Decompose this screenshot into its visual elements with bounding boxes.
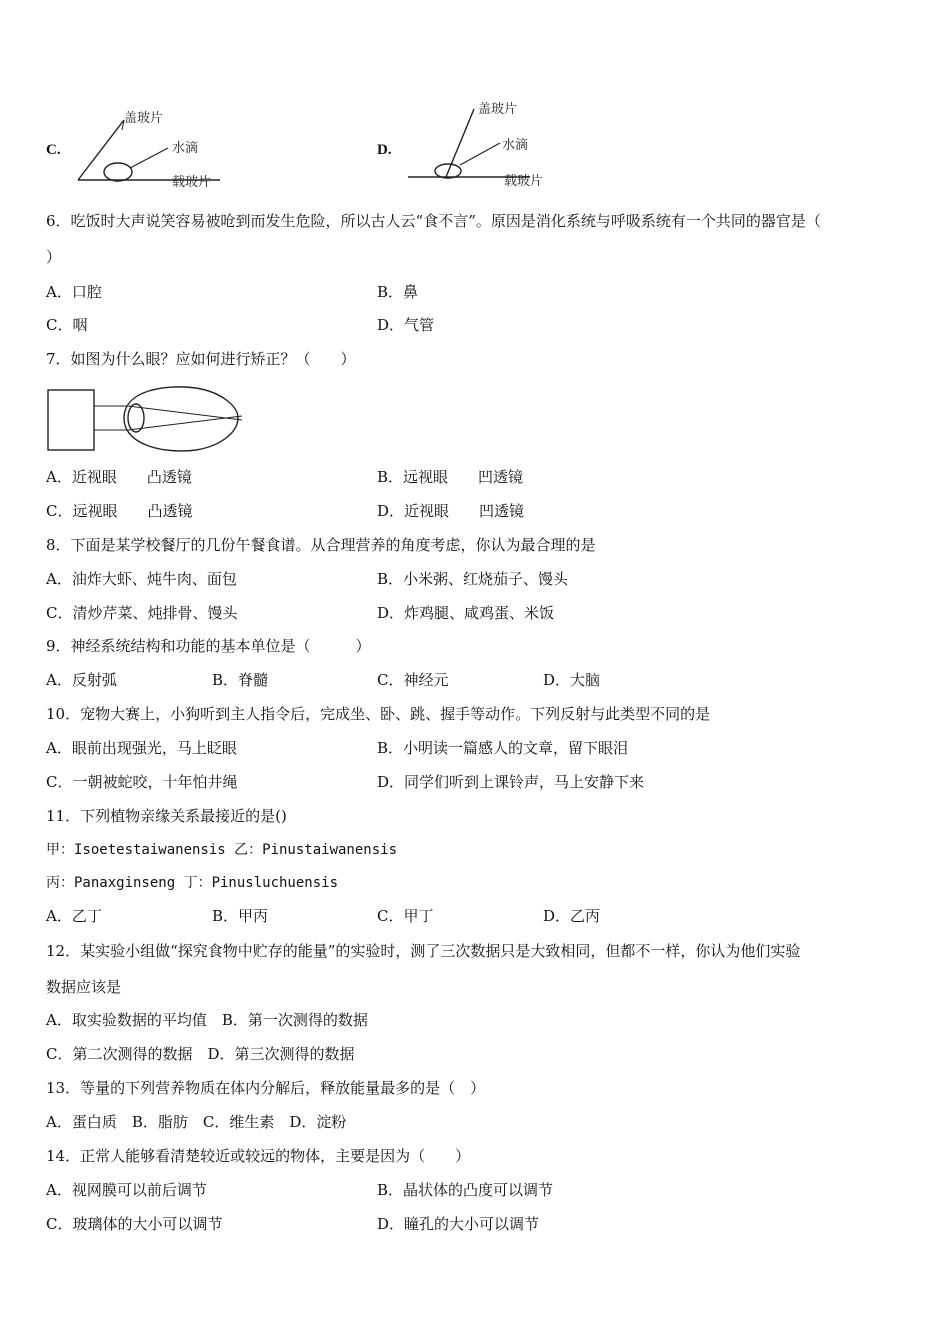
q10-stem: 10．宠物大赛上，小狗听到主人指令后，完成坐、卧、跳、握手等动作。下列反射与此类型不同的是 <box>46 705 711 723</box>
q6-option-a: A．口腔 <box>46 283 102 301</box>
q12-options-cd: C．第二次测得的数据 D．第三次测得的数据 <box>46 1045 355 1063</box>
q5-option-d-letter: D. <box>377 142 392 158</box>
q8-option-b: B．小米粥、红烧茄子、馒头 <box>377 570 569 588</box>
q11-option-c: C．甲丁 <box>377 907 434 925</box>
q12-options-ab: A．取实验数据的平均值 B．第一次测得的数据 <box>46 1011 368 1029</box>
q14-stem: 14．正常人能够看清楚较近或较远的物体，主要是因为（ ） <box>46 1147 471 1165</box>
q9-option-c: C．神经元 <box>377 671 449 689</box>
q5-d-slide-label: 载玻片 <box>504 174 544 189</box>
q8-stem: 8．下面是某学校餐厅的几份午餐食谱。从合理营养的角度考虑，你认为最合理的是 <box>46 536 596 554</box>
q5-option-c-letter: C. <box>46 142 61 158</box>
q14-option-d: D．瞳孔的大小可以调节 <box>377 1215 540 1233</box>
q8-option-a: A．油炸大虾、炖牛肉、面包 <box>46 570 237 588</box>
q5-d-cover-label: 盖玻片 <box>478 102 518 117</box>
q7-option-a: A．近视眼 凸透镜 <box>46 468 192 486</box>
q11-option-a: A．乙丁 <box>46 907 102 925</box>
q7-option-d: D．近视眼 凹透镜 <box>377 502 525 520</box>
q14-option-c: C．玻璃体的大小可以调节 <box>46 1215 223 1233</box>
q6-stem: 6．吃饭时大声说笑容易被呛到而发生危险，所以古人云“食不言”。原因是消化系统与呼吸系统有一个共同的器官是（ <box>46 212 821 230</box>
q5-figure-d <box>402 95 562 195</box>
q5-c-water-label: 水滴 <box>172 141 199 156</box>
q5-c-cover-label: 盖玻片 <box>124 111 164 126</box>
q9-option-d: D．大脑 <box>543 671 601 689</box>
q11-option-b: B．甲丙 <box>212 907 269 925</box>
q7-option-c: C．远视眼 凸透镜 <box>46 502 193 520</box>
q10-option-c: C．一朝被蛇咬，十年怕井绳 <box>46 773 238 791</box>
q6-option-c: C．咽 <box>46 316 88 334</box>
q13-stem: 13．等量的下列营养物质在体内分解后，释放能量最多的是（ ） <box>46 1079 486 1097</box>
q6-option-b: B．鼻 <box>377 283 419 301</box>
q5-d-water-label: 水滴 <box>502 138 529 153</box>
q5-c-slide-label: 载玻片 <box>172 175 212 190</box>
q14-option-b: B．晶状体的凸度可以调节 <box>377 1181 554 1199</box>
q10-option-d: D．同学们听到上课铃声，马上安静下来 <box>377 773 645 791</box>
q6-option-d: D．气管 <box>377 316 435 334</box>
q12-stem-2: 数据应该是 <box>46 978 122 996</box>
q7-eye-figure <box>46 382 246 454</box>
q9-option-b: B．脊髓 <box>212 671 269 689</box>
q7-stem: 7．如图为什么眼？应如何进行矫正？（ ） <box>46 350 356 368</box>
q8-option-c: C．清炒芹菜、炖排骨、馒头 <box>46 604 238 622</box>
q9-stem: 9．神经系统结构和功能的基本单位是（ ） <box>46 637 371 655</box>
q6-stem-end: ） <box>46 248 62 266</box>
q5-figure-c <box>70 100 230 196</box>
q11-species-line-2: 丙：Panaxginseng 丁：Pinusluchuensis <box>46 875 339 891</box>
q12-stem: 12．某实验小组做“探究食物中贮存的能量”的实验时，测了三次数据只是大致相同，但都不一样，你认为他们实验 <box>46 942 801 960</box>
q11-species-line-1: 甲：Isoetestaiwanensis 乙：Pinustaiwanensis <box>46 842 398 858</box>
q14-option-a: A．视网膜可以前后调节 <box>46 1181 207 1199</box>
q9-option-a: A．反射弧 <box>46 671 117 689</box>
q11-option-d: D．乙丙 <box>543 907 601 925</box>
q8-option-d: D．炸鸡腿、咸鸡蛋、米饭 <box>377 604 555 622</box>
q10-option-a: A．眼前出现强光，马上眨眼 <box>46 739 237 757</box>
q7-option-b: B．远视眼 凹透镜 <box>377 468 524 486</box>
q11-stem: 11．下列植物亲缘关系最接近的是() <box>46 807 287 825</box>
q13-options: A．蛋白质 B．脂肪 C．维生素 D．淀粉 <box>46 1113 347 1131</box>
q10-option-b: B．小明读一篇感人的文章，留下眼泪 <box>377 739 629 757</box>
